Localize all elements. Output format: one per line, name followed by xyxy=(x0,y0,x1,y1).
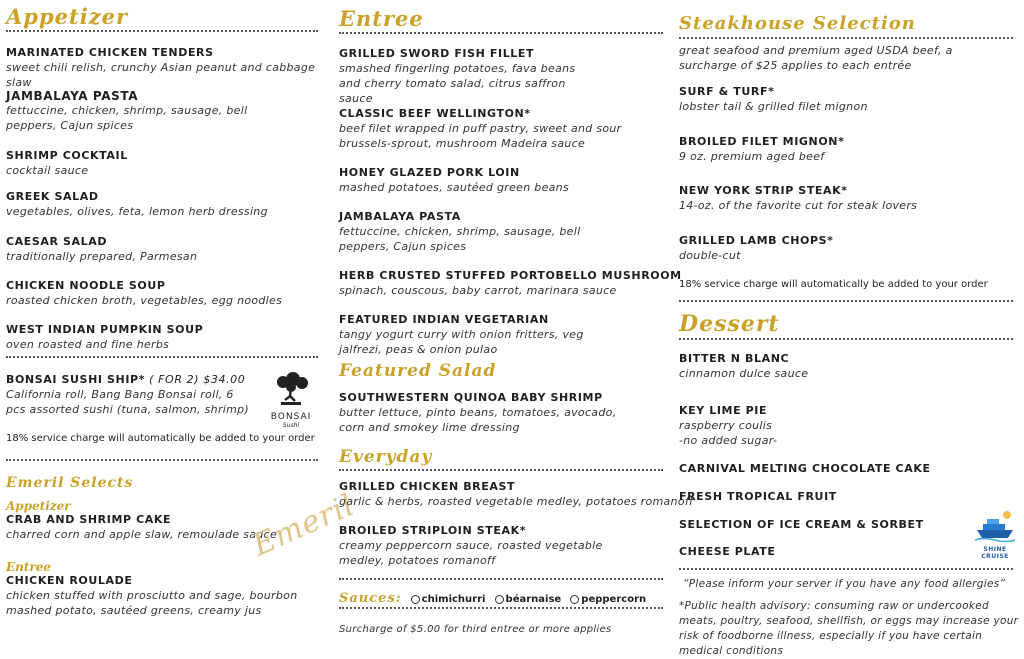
bonsai-logo xyxy=(268,372,314,429)
menu-item: CHEESE PLATE xyxy=(679,545,776,558)
appetizer-heading-block xyxy=(6,6,324,32)
sauce-option-label: chimichurri xyxy=(421,594,486,605)
sauce-option xyxy=(570,594,646,605)
emeril-title: Emeril Selects xyxy=(6,475,134,491)
item-name: CAESAR SALAD xyxy=(6,235,108,248)
shine-cruise-text: SHINE CRUISE xyxy=(981,546,1009,560)
divider xyxy=(6,459,318,461)
item-name: GREEK SALAD xyxy=(6,190,99,203)
emeril-entree-label: Entree xyxy=(6,560,52,574)
cruise-ship-icon xyxy=(973,508,1017,542)
item-desc: vegetables, olives, feta, lemon herb dressing xyxy=(6,205,268,218)
item-desc: sweet chili relish, crunchy Asian peanut and cabbage slaw xyxy=(6,61,316,89)
item-name: SURF & TURF* xyxy=(679,85,775,98)
item-desc-2: -no added sugar- xyxy=(679,434,778,447)
item-name: BROILED FILET MIGNON* xyxy=(679,135,845,148)
divider xyxy=(6,30,318,32)
item-desc: charred corn and apple slaw, remoulade sauce xyxy=(6,528,278,542)
item-name: CHICKEN ROULADE xyxy=(6,574,133,588)
menu-item xyxy=(6,190,324,219)
bonsai-tree-icon xyxy=(271,372,311,408)
menu-item xyxy=(339,210,629,254)
bonsai-service-note: 18% service charge will automatically be added to your order xyxy=(6,433,315,444)
item-name: GRILLED LAMB CHOPS* xyxy=(679,234,834,247)
menu-item xyxy=(339,391,629,435)
steakhouse-intro: great seafood and premium aged USDA beef, a surcharge of $25 applies to each entrée xyxy=(679,44,953,72)
item-name: SHRIMP COCKTAIL xyxy=(6,149,128,162)
divider xyxy=(339,578,663,580)
divider xyxy=(339,607,663,609)
item-name: KEY LIME PIE xyxy=(679,404,768,417)
item-desc: fettuccine, chicken, shrimp, sausage, bell peppers, Cajun spices xyxy=(339,225,581,253)
item-desc: beef filet wrapped in puff pastry, sweet and sour brussels-sprout, mushroom Madeira sauce xyxy=(339,122,622,150)
menu-item xyxy=(679,234,1019,263)
bonsai-name: BONSAI SUSHI SHIP* xyxy=(6,373,146,386)
menu-item: FRESH TROPICAL FRUIT xyxy=(679,490,837,503)
item-name: JAMBALAYA PASTA xyxy=(339,210,461,223)
bonsai-price: ( FOR 2) $34.00 xyxy=(145,373,246,386)
item-desc: roasted chicken broth, vegetables, egg noodles xyxy=(6,294,283,307)
entree-title: Entree xyxy=(339,6,424,31)
menu-item xyxy=(6,323,324,358)
item-desc: spinach, couscous, baby carrot, marinara sauce xyxy=(339,284,617,297)
appetizer-title: Appetizer xyxy=(6,4,129,29)
menu-item xyxy=(679,85,1019,114)
item-desc: tangy yogurt curry with onion fritters, veg jalfrezi, peas & onion pulao xyxy=(339,328,584,356)
bonsai-logo-text: BONSAI xyxy=(270,412,312,422)
dessert-title: Dessert xyxy=(679,311,780,337)
item-name: FEATURED INDIAN VEGETARIAN xyxy=(339,313,549,326)
item-name: GRILLED CHICKEN BREAST xyxy=(339,480,516,493)
divider xyxy=(6,356,318,358)
allergy-note: “Please inform your server if you have any food allergies” xyxy=(683,578,1006,590)
divider xyxy=(679,338,1013,340)
divider xyxy=(679,568,1013,570)
item-desc: 9 oz. premium aged beef xyxy=(679,150,825,163)
radio-circle-icon xyxy=(570,595,579,604)
sauces-row xyxy=(339,587,669,606)
item-name: BROILED STRIPLOIN STEAK* xyxy=(339,524,527,537)
emeril-selects-heading xyxy=(6,476,324,490)
radio-circle-icon xyxy=(495,595,504,604)
item-name: SOUTHWESTERN QUINOA BABY SHRIMP xyxy=(339,391,603,404)
item-desc: double-cut xyxy=(679,249,741,262)
radio-circle-icon xyxy=(411,595,420,604)
everyday-heading-block xyxy=(339,449,669,471)
steakhouse-heading-block xyxy=(679,15,1019,39)
steakhouse-service-note: 18% service charge will automatically be added to your order xyxy=(679,279,988,290)
item-desc: chicken stuffed with prosciutto and sage, bourbon mashed potato, sautéed greens, creamy jus xyxy=(6,589,298,618)
menu-item xyxy=(339,480,694,509)
menu-item xyxy=(6,89,296,133)
shine-cruise-logo xyxy=(969,508,1021,560)
menu-item xyxy=(339,313,629,357)
sauce-option-label: béarnaise xyxy=(505,594,562,605)
item-name: BITTER N BLANC xyxy=(679,352,790,365)
item-desc: mashed potatoes, sautéed green beans xyxy=(339,181,569,194)
item-name: HONEY GLAZED PORK LOIN xyxy=(339,166,520,179)
item-desc: cinnamon dulce sauce xyxy=(679,367,809,380)
menu-item xyxy=(6,235,324,264)
item-name: NEW YORK STRIP STEAK* xyxy=(679,184,848,197)
menu-item: CARNIVAL MELTING CHOCOLATE CAKE xyxy=(679,462,931,475)
emeril-entree xyxy=(6,561,324,618)
divider xyxy=(339,32,663,34)
menu-item xyxy=(679,184,1019,213)
sauces-label: Sauces: xyxy=(339,591,402,606)
item-desc: smashed fingerling potatoes, fava beans and cherry tomato salad, citrus saffron sauce xyxy=(339,62,576,105)
menu-item xyxy=(6,149,324,178)
item-name: MARINATED CHICKEN TENDERS xyxy=(6,46,214,59)
item-desc: California roll, Bang Bang Bonsai roll, 6 pcs assorted sushi (tuna, salmon, shrimp) xyxy=(6,388,250,416)
everyday-title: Everyday xyxy=(339,447,433,467)
item-name: CLASSIC BEEF WELLINGTON* xyxy=(339,107,531,120)
menu-item xyxy=(679,135,1019,164)
item-desc: lobster tail & grilled filet mignon xyxy=(679,100,868,113)
surcharge-note: Surcharge of $5.00 for third entree or more applies xyxy=(339,624,612,635)
menu-item xyxy=(679,352,1019,381)
item-desc: creamy peppercorn sauce, roasted vegetable medley, potatoes romanoff xyxy=(339,539,603,567)
featured-salad-title: Featured Salad xyxy=(339,361,497,381)
item-name: CHICKEN NOODLE SOUP xyxy=(6,279,166,292)
menu-item xyxy=(6,46,324,90)
divider xyxy=(339,469,663,471)
item-desc: cocktail sauce xyxy=(6,164,89,177)
health-advisory: *Public health advisory: consuming raw or undercooked meats, poultry, seafood, shellfish, or eggs may increase your risk of foodborne illness, especially if you have certain medical conditions xyxy=(679,600,1019,657)
steakhouse-title: Steakhouse Selection xyxy=(679,13,916,34)
bonsai-logo-sub: Sushi xyxy=(282,422,300,429)
item-desc: traditionally prepared, Parmesan xyxy=(6,250,198,263)
divider xyxy=(679,37,1013,39)
item-name: GRILLED SWORD FISH FILLET xyxy=(339,47,535,60)
item-name: JAMBALAYA PASTA xyxy=(6,89,139,103)
item-desc: butter lettuce, pinto beans, tomatoes, avocado, corn and smokey lime dressing xyxy=(339,406,617,434)
featured-salad-heading xyxy=(339,363,669,380)
item-desc: fettuccine, chicken, shrimp, sausage, bell peppers, Cajun spices xyxy=(6,104,248,132)
item-name: HERB CRUSTED STUFFED PORTOBELLO MUSHROOM xyxy=(339,269,682,282)
menu-item xyxy=(339,107,661,151)
item-name: WEST INDIAN PUMPKIN SOUP xyxy=(6,323,204,336)
sauce-option xyxy=(411,594,486,605)
menu-item xyxy=(339,524,629,568)
item-desc: garlic & herbs, roasted vegetable medley, potatoes romanoff xyxy=(339,495,694,508)
emeril-appetizer-label: Appetizer xyxy=(6,499,71,513)
menu-item xyxy=(339,166,669,195)
emeril-logo-text: Emeril xyxy=(247,487,361,564)
sauce-option-label: peppercorn xyxy=(581,594,647,605)
sauce-option xyxy=(495,594,562,605)
menu-item xyxy=(6,279,324,308)
emeril-logo xyxy=(247,487,361,564)
item-desc: raspberry coulis xyxy=(679,419,773,432)
dessert-heading-block xyxy=(679,313,1019,340)
menu-item xyxy=(339,47,597,106)
entree-heading-block xyxy=(339,8,669,34)
divider xyxy=(679,300,1013,302)
item-desc: oven roasted and fine herbs xyxy=(6,338,170,351)
menu-item xyxy=(679,404,1019,448)
item-name: CRAB AND SHRIMP CAKE xyxy=(6,513,172,527)
item-desc: 14-oz. of the favorite cut for steak lovers xyxy=(679,199,918,212)
menu-item xyxy=(339,269,682,298)
menu-item: SELECTION OF ICE CREAM & SORBET xyxy=(679,518,924,531)
